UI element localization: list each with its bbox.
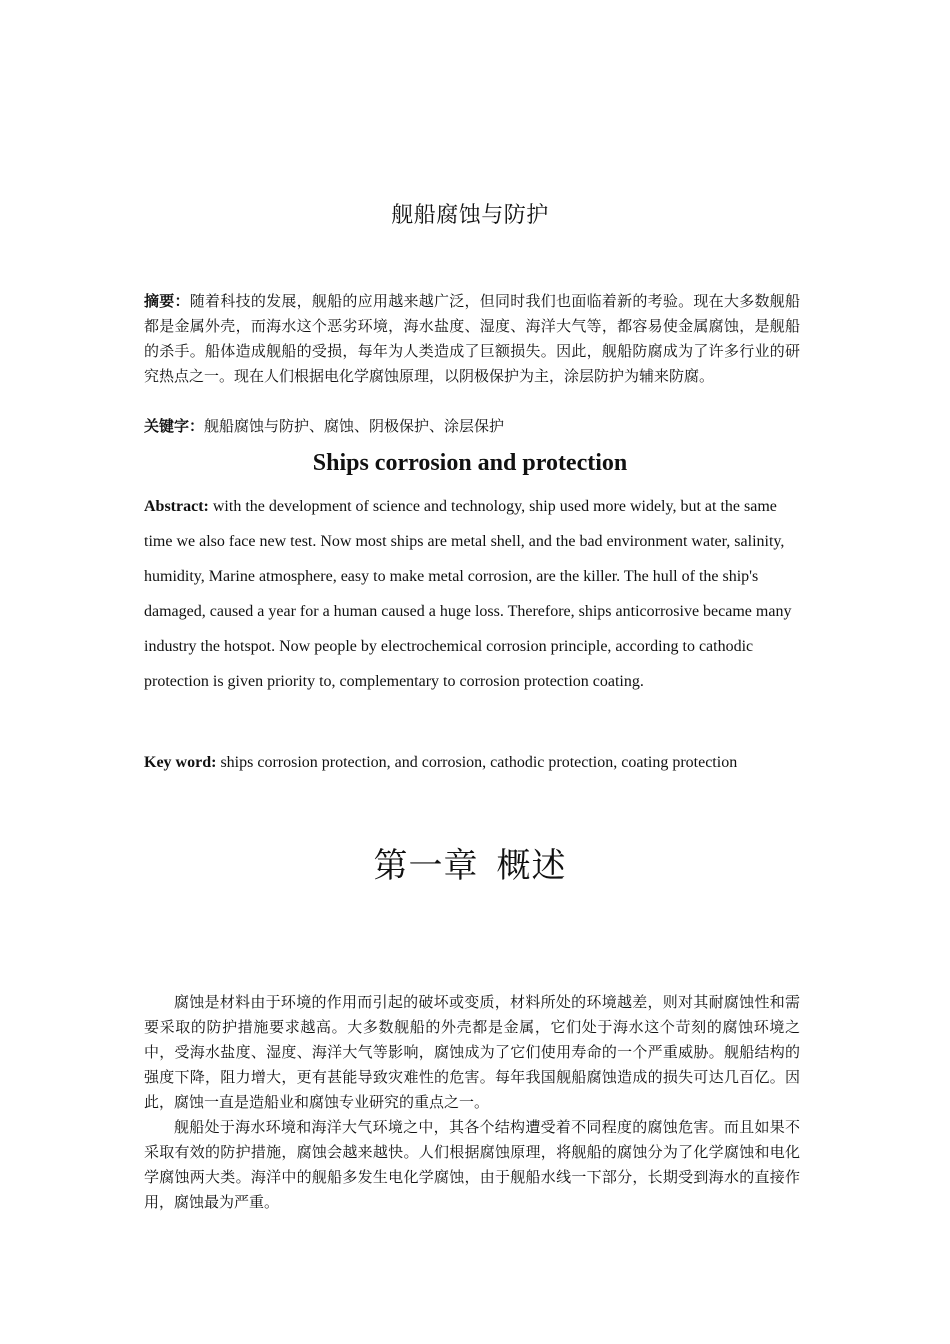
chapter-number: 第一章 xyxy=(373,846,479,886)
chinese-keywords xyxy=(144,414,800,439)
body-paragraph: 腐蚀是材料由于环境的作用而引起的破坏或变质，材料所处的环境越差，则对其耐腐蚀性和需要采取的防护措施要求越高。大多数舰船的外壳都是金属，它们处于海水这个苛刻的腐蚀环境之中，受海水盐度、湿度、海洋大气等影响，腐蚀成为了它们使用寿命的一个严重威胁。舰船结构的强度下降，阻力增大，更有甚能导致灾难性的危害。每年我国舰船腐蚀造成的损失可达几百亿。因此，腐蚀一直是造船业和腐蚀专业研究的重点之一。 xyxy=(144,993,800,1111)
body-text xyxy=(144,990,800,1215)
chinese-keywords-label: 关键字： xyxy=(144,417,205,435)
chinese-title: 舰船腐蚀与防护 xyxy=(391,203,549,228)
chinese-abstract-label: 摘要： xyxy=(144,292,190,310)
chapter-title: 概述 xyxy=(496,846,567,886)
english-keywords-label: Key word: xyxy=(144,754,217,771)
english-title: Ships corrosion and protection xyxy=(312,450,628,476)
english-keywords xyxy=(144,748,804,778)
chinese-abstract-text: 随着科技的发展，舰船的应用越来越广泛，但同时我们也面临着新的考验。现在大多数舰船都是金属外壳，而海水这个恶劣环境，海水盐度、湿度、海洋大气等，都容易使金属腐蚀，是舰船的杀手。船体造成舰船的受损，每年为人类造成了巨额损失。因此，舰船防腐成为了许多行业的研究热点之一。现在人们根据电化学腐蚀原理，以阴极保护为主，涂层防护为辅来防腐。 xyxy=(144,292,800,385)
body-paragraph: 舰船处于海水环境和海洋大气环境之中，其各个结构遭受着不同程度的腐蚀危害。而且如果不采取有效的防护措施，腐蚀会越来越快。人们根据腐蚀原理，将舰船的腐蚀分为了化学腐蚀和电化学腐蚀两大类。海洋中的舰船多发生电化学腐蚀，由于舰船水线一下部分，长期受到海水的直接作用，腐蚀最为严重。 xyxy=(144,1118,800,1211)
chapter-heading xyxy=(0,838,940,887)
english-abstract xyxy=(144,489,800,699)
english-abstract-label: Abstract: xyxy=(144,498,209,515)
chinese-abstract xyxy=(144,289,800,389)
english-abstract-text: with the development of science and technology, ship used more widely, but at the same time we also face new test. Now most ships are metal shell, and the bad environment water, salinity, humidity, Marine atmosphere, easy to make metal corrosion, are the killer. The hull of the ship's damaged, caused a year for a human caused a huge loss. Therefore, ships anticorrosive became many industry the hotspot. Now people by electrochemical corrosion principle, according to cathodic protection is given priority to, complementary to corrosion protection coating. xyxy=(144,498,792,690)
english-keywords-text: ships corrosion protection, and corrosion, cathodic protection, coating protection xyxy=(216,754,738,771)
chinese-keywords-text: 舰船腐蚀与防护、腐蚀、阴极保护、涂层保护 xyxy=(204,417,505,435)
